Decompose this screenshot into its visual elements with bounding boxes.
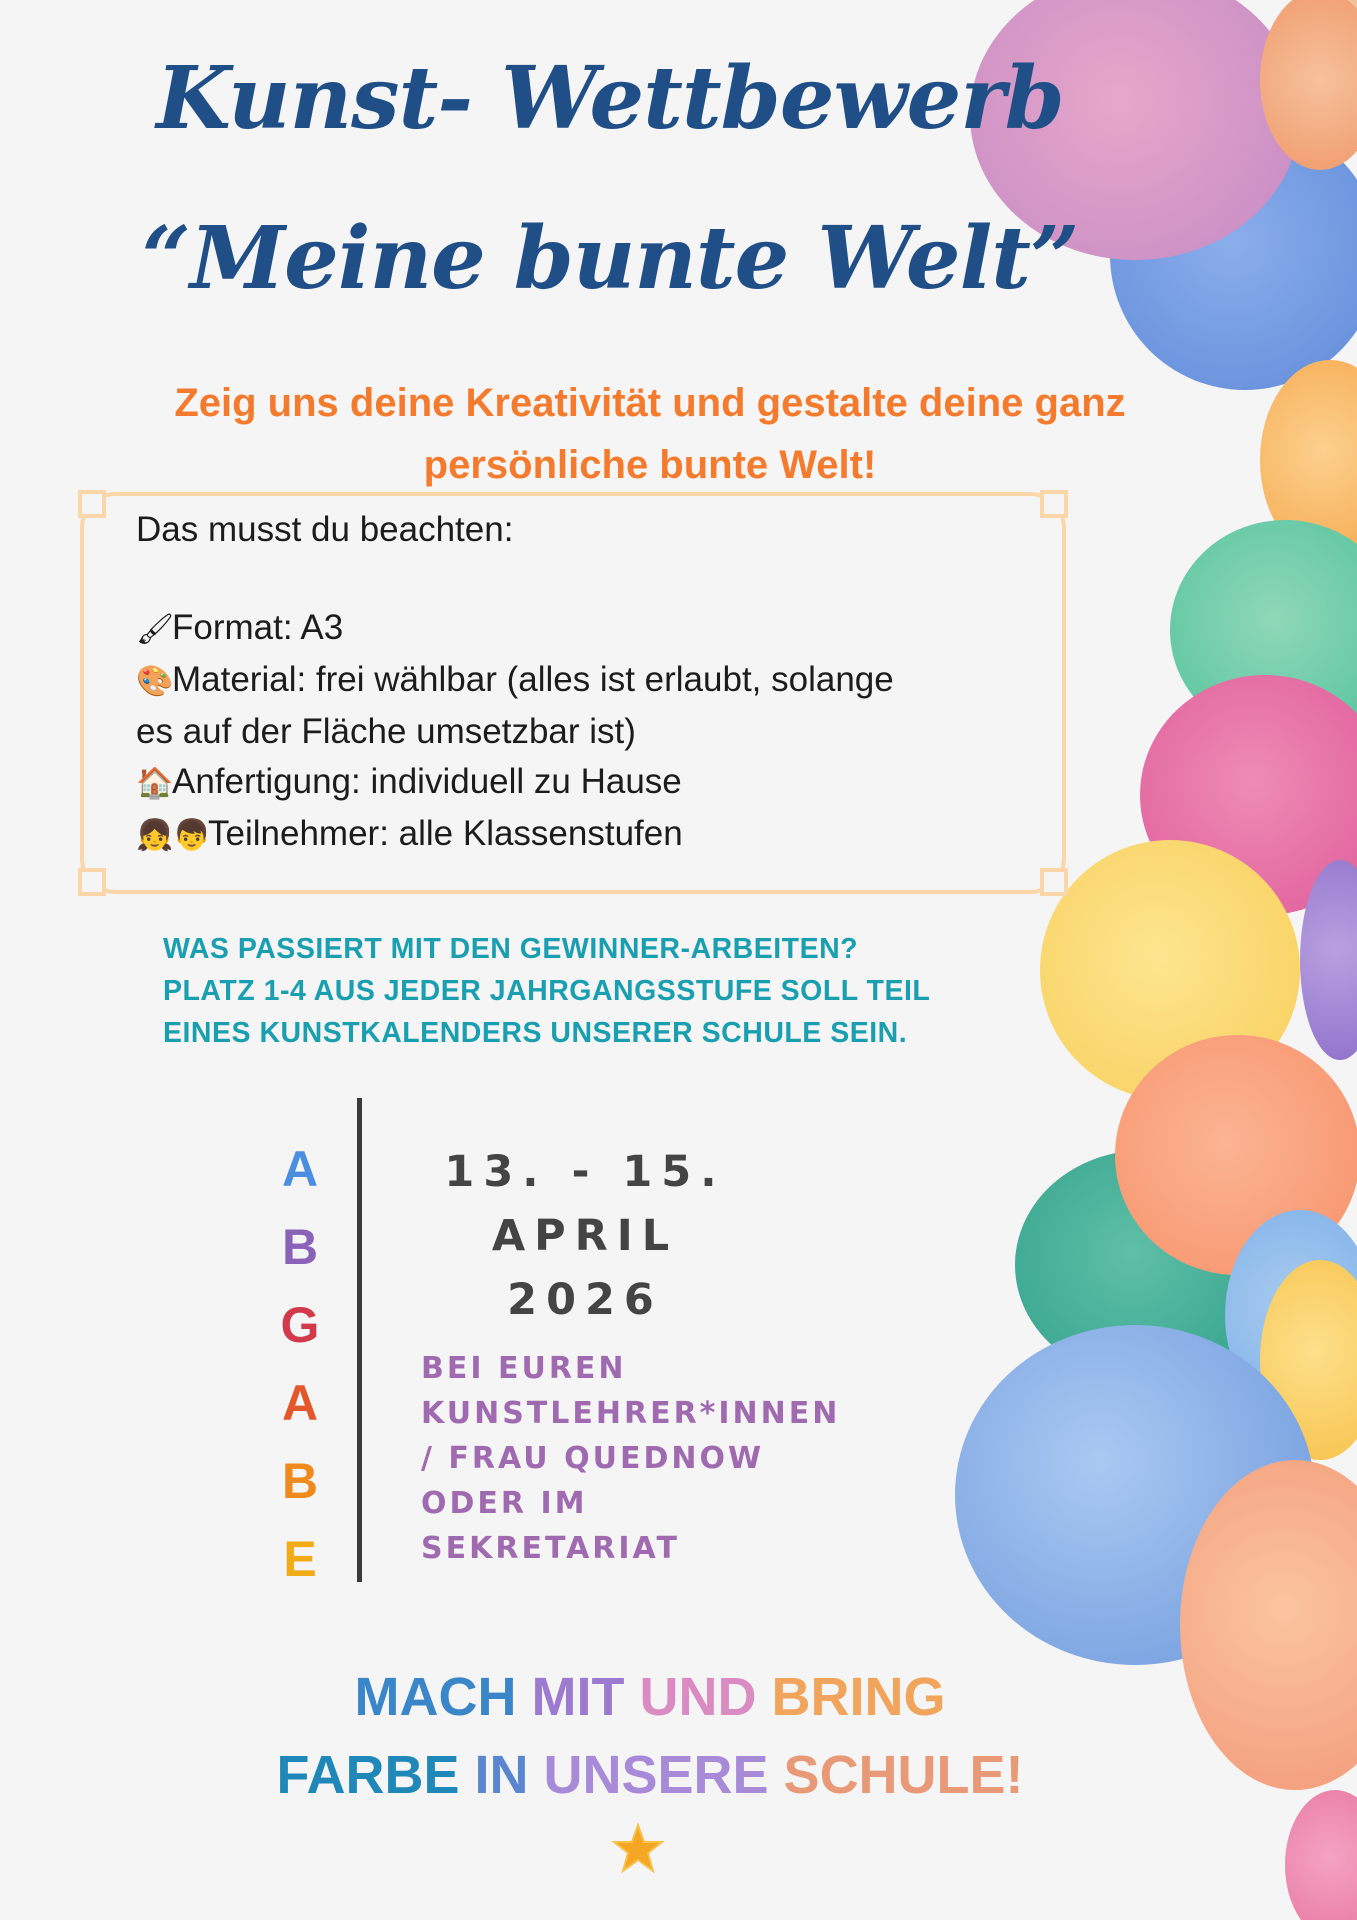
star-icon: [610, 1822, 666, 1878]
where-line-3: / FRAU QUEDNOW: [421, 1441, 765, 1476]
winner-info: [163, 928, 1063, 1054]
title-line-2: “Meine bunte Welt”: [141, 208, 1079, 309]
subtitle-line-2: persönliche bunte Welt!: [423, 443, 877, 487]
abgabe-letter: B: [281, 1219, 319, 1275]
rule-text: Teilnehmer: alle Klassenstufen: [208, 814, 683, 853]
where-line-2: KUNSTLEHRER*INNEN: [421, 1396, 841, 1431]
rule-item-continuation: es auf der Fläche umsetzbar ist): [136, 712, 636, 751]
submission-date: [420, 1140, 750, 1332]
cta-word: UNSERE: [543, 1745, 784, 1805]
info-line-3: EINES KUNSTKALENDERS UNSERER SCHULE SEIN.: [163, 1017, 908, 1049]
cta-word: IN: [474, 1745, 544, 1805]
date-line-2: APRIL: [491, 1211, 679, 1261]
rule-text: Format: A3: [172, 608, 344, 647]
rule-item: [136, 809, 1046, 861]
rule-text: Anfertigung: individuell zu Hause: [172, 762, 682, 801]
cta-word: UND: [639, 1667, 772, 1727]
rule-item: [136, 603, 1046, 655]
palette-icon: 🎨: [136, 665, 174, 698]
rules-heading: Das musst du beachten:: [136, 510, 514, 549]
submission-location: [421, 1346, 891, 1571]
where-line-1: BEI EUREN: [421, 1351, 627, 1386]
divider-line: [357, 1098, 362, 1582]
paintbrush-icon: 🖌: [136, 613, 175, 646]
abgabe-letter: A: [281, 1141, 319, 1197]
date-line-1: 13. - 15.: [444, 1147, 726, 1197]
children-icon: 👧👦: [136, 819, 211, 852]
date-line-3: 2026: [507, 1275, 663, 1325]
house-icon: 🏠: [136, 767, 174, 800]
cta-word: MACH: [354, 1667, 532, 1727]
where-line-5: SEKRETARIAT: [421, 1531, 680, 1566]
title-line-1: Kunst- Wettbewerb: [156, 48, 1064, 149]
abgabe-letter: A: [281, 1375, 319, 1431]
info-line-2: PLATZ 1-4 AUS JEDER JAHRGANGSSTUFE SOLL TEIL: [163, 975, 931, 1007]
cta-word: MIT: [531, 1667, 640, 1727]
subtitle: [70, 372, 1230, 496]
abgabe-letter: B: [281, 1453, 319, 1509]
call-to-action-line-1: [160, 1662, 1140, 1732]
rule-item: [136, 655, 1046, 707]
cta-word: SCHULE!: [783, 1745, 1024, 1805]
subtitle-line-1: Zeig uns deine Kreativität und gestalte deine ganz: [174, 381, 1126, 425]
frame-corner: [1040, 868, 1068, 896]
abgabe-vertical-label: [270, 1130, 330, 1598]
cta-word: BRING: [771, 1667, 946, 1727]
rule-item: [136, 757, 1046, 809]
abgabe-letter: G: [280, 1297, 320, 1353]
frame-corner: [78, 490, 106, 518]
where-line-4: ODER IM: [421, 1486, 588, 1521]
rules-list: [136, 505, 1046, 861]
info-line-1: WAS PASSIERT MIT DEN GEWINNER-ARBEITEN?: [163, 933, 859, 965]
cta-word: FARBE: [276, 1745, 475, 1805]
call-to-action-line-2: [160, 1740, 1140, 1810]
frame-corner: [78, 868, 106, 896]
abgabe-letter: E: [283, 1531, 317, 1587]
rule-text: Material: frei wählbar (alles ist erlaubt, solange: [172, 660, 894, 699]
